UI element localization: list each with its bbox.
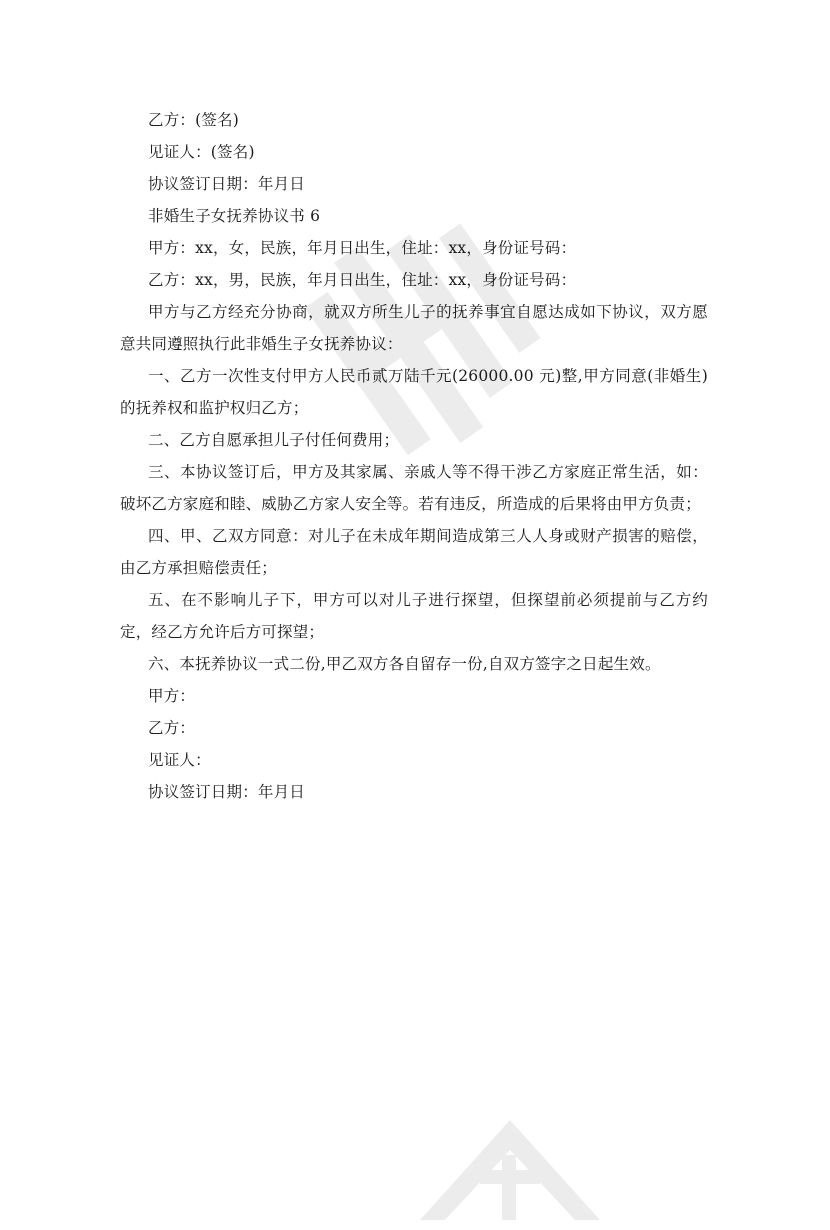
witness-signature-line: 见证人：(签名): [148, 143, 255, 161]
sign-date-line: 协议签订日期：年月日: [148, 175, 306, 193]
clause-2-paragraph: 二、乙方自愿承担儿子付任何费用；: [148, 431, 400, 449]
document-body: [120, 104, 708, 808]
party-b-signature-line: 乙方：(签名): [148, 111, 239, 129]
clause-3-paragraph: 三、本协议签订后，甲方及其家属、亲戚人等不得干涉乙方家庭正常生活，如：破坏乙方家庭和睦、威胁乙方家人安全等。若有违反，所造成的后果将由甲方负责；: [120, 463, 708, 513]
clause-1-paragraph: 一、乙方一次性支付甲方人民币贰万陆千元(26000.00 元)整,甲方同意(非婚生)的抚养权和监护权归乙方；: [120, 367, 708, 417]
witness-signature-label: 见证人：: [148, 751, 211, 769]
party-a-info: 甲方：xx，女，民族，年月日出生，住址：xx，身份证号码：: [148, 239, 577, 257]
clause-6-paragraph: 六、本抚养协议一式二份,甲乙双方各自留存一份,自双方签字之日起生效。: [148, 655, 661, 673]
party-a-signature-label: 甲方：: [148, 687, 196, 705]
logo-watermark-icon: [410, 1110, 610, 1230]
document-title: 非婚生子女抚养协议书 6: [148, 207, 321, 225]
clause-5-paragraph: 五、在不影响儿子下，甲方可以对儿子进行探望，但探望前必须提前与乙方约定，经乙方允许后方可探望；: [120, 591, 708, 641]
preamble-paragraph: 甲方与乙方经充分协商，就双方所生儿子的抚养事宜自愿达成如下协议，双方愿意共同遵照执行此非婚生子女抚养协议：: [120, 303, 708, 353]
clause-4-paragraph: 四、甲、乙双方同意：对儿子在未成年期间造成第三人人身或财产损害的赔偿，由乙方承担赔偿责任；: [120, 527, 708, 577]
party-b-info: 乙方：xx，男，民族，年月日出生，住址：xx，身份证号码：: [148, 271, 577, 289]
party-b-signature-label: 乙方：: [148, 719, 196, 737]
sign-date-line-final: 协议签订日期：年月日: [148, 783, 306, 801]
